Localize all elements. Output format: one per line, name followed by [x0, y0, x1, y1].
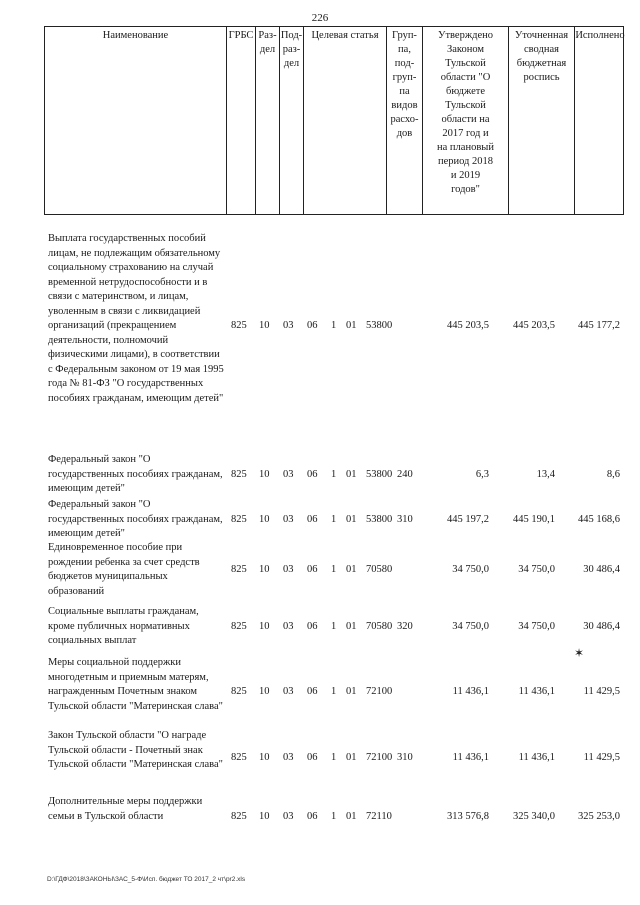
cell-cs2: 1 — [331, 320, 337, 331]
cell-utv: 11 436,1 — [452, 686, 489, 697]
cell-grbs: 825 — [231, 686, 247, 697]
cell-grbs: 825 — [231, 811, 247, 822]
cell-utv: 6,3 — [475, 469, 489, 480]
cell-cs4: 53800 — [366, 469, 393, 480]
cell-utoch: 34 750,0 — [518, 564, 555, 575]
cell-isp: 11 429,5 — [583, 686, 620, 697]
cell-cs4: 70580 — [366, 621, 393, 632]
cell-isp: 30 486,4 — [583, 621, 620, 632]
cell-cs3: 01 — [346, 469, 357, 480]
cell-utv: 34 750,0 — [452, 621, 489, 632]
row-name: Социальные выплаты гражданам, кроме публичных нормативных социальных выплат — [48, 606, 199, 646]
cell-razdel: 10 — [259, 811, 270, 822]
cell-isp: 445 168,6 — [578, 514, 620, 525]
cell-razdel: 10 — [259, 514, 270, 525]
cell-grbs: 825 — [231, 752, 247, 763]
cell-grbs: 825 — [231, 320, 247, 331]
page-number: 226 — [311, 12, 329, 24]
cell-utoch: 13,4 — [536, 469, 555, 480]
header-razdel: Раз- дел — [256, 27, 280, 214]
header-utverzhdeno: Утверждено Законом Тульской области "О бюджете Тульской области на 2017 год и на плановый период 2018 и 2019 годов" — [423, 27, 509, 214]
cell-cs1: 06 — [307, 686, 318, 697]
cell-utv: 34 750,0 — [452, 564, 489, 575]
cell-cs1: 06 — [307, 320, 318, 331]
cell-cs1: 06 — [307, 514, 318, 525]
cell-cs3: 01 — [346, 752, 357, 763]
cell-cs4: 53800 — [366, 514, 393, 525]
table-header — [44, 26, 624, 215]
row-name: Федеральный закон "О государственных пособиях гражданам, имеющим детей" — [48, 454, 223, 494]
cell-cs1: 06 — [307, 621, 318, 632]
cell-cs1: 06 — [307, 811, 318, 822]
cell-cs3: 01 — [346, 564, 357, 575]
cell-isp: 325 253,0 — [578, 811, 620, 822]
cell-cs2: 1 — [331, 621, 337, 632]
cell-razdel: 10 — [259, 621, 270, 632]
cell-isp: 445 177,2 — [578, 320, 620, 331]
cell-gruppa: 240 — [397, 469, 413, 480]
cell-cs3: 01 — [346, 686, 357, 697]
scan-mark: ✶ — [574, 646, 585, 660]
header-podrazdel: Под- раз- дел — [280, 27, 304, 214]
header-utochnennaya: Уточненная сводная бюджетная роспись — [509, 27, 575, 214]
cell-cs4: 70580 — [366, 564, 393, 575]
cell-cs2: 1 — [331, 686, 337, 697]
row-name: Единовременное пособие при рождении ребенка за счет средств бюджетов муниципальных образований — [48, 542, 200, 597]
cell-isp: 11 429,5 — [583, 752, 620, 763]
cell-cs1: 06 — [307, 752, 318, 763]
header-celevaya: Целевая статья — [304, 27, 387, 214]
cell-isp: 8,6 — [606, 469, 620, 480]
cell-cs1: 06 — [307, 564, 318, 575]
cell-cs3: 01 — [346, 621, 357, 632]
cell-utoch: 11 436,1 — [518, 752, 555, 763]
row-name: Дополнительные меры поддержки семьи в Тульской области — [48, 796, 203, 822]
header-grbs: ГРБС — [227, 27, 256, 214]
cell-cs4: 53800 — [366, 320, 393, 331]
cell-podrazdel: 03 — [283, 811, 294, 822]
row-name: Выплата государственных пособий лицам, не подлежащим обязательному социальному страхованию на случай временной нетрудоспособности и в связи с материнством, и лицам, уволенным в связи с ликвидацией организаций (прекращением деятельности, полномочий физическими лицами), в соответствии с Федеральным законом от 19 мая 1995 года № 81-ФЗ "О государственных пособиях гражданам, имеющим детей" — [48, 233, 224, 404]
cell-utv: 445 203,5 — [447, 320, 489, 331]
cell-utoch: 11 436,1 — [518, 686, 555, 697]
cell-utv: 445 197,2 — [447, 514, 489, 525]
cell-grbs: 825 — [231, 514, 247, 525]
row-name: Меры социальной поддержки многодетным и приемным матерям, награжденным Почетным знаком Тульской области "Материнская слава" — [48, 657, 223, 712]
cell-podrazdel: 03 — [283, 320, 294, 331]
cell-razdel: 10 — [259, 469, 270, 480]
file-path-footer: D:\ГДФ\2018\ЗАКОНЫ\ЗАС_5-Ф\Исп. бюджет ТО 2017_2 чт\pr2.xls — [47, 876, 246, 883]
header-ispolneno: Исполнено — [575, 30, 625, 41]
cell-gruppa: 320 — [397, 621, 413, 632]
cell-razdel: 10 — [259, 320, 270, 331]
cell-utv: 11 436,1 — [452, 752, 489, 763]
cell-cs2: 1 — [331, 514, 337, 525]
cell-grbs: 825 — [231, 564, 247, 575]
cell-cs3: 01 — [346, 514, 357, 525]
cell-cs2: 1 — [331, 752, 337, 763]
row-name: Закон Тульской области "О награде Тульской области - Почетный знак Тульской области "Материнская слава" — [48, 730, 223, 770]
header-gruppa: Груп- па, под- груп- па видов расхо- дов — [387, 27, 423, 214]
cell-cs4: 72110 — [366, 811, 392, 822]
cell-cs4: 72100 — [366, 752, 393, 763]
cell-utoch: 325 340,0 — [513, 811, 555, 822]
cell-podrazdel: 03 — [283, 514, 294, 525]
cell-utoch: 34 750,0 — [518, 621, 555, 632]
cell-grbs: 825 — [231, 469, 247, 480]
cell-gruppa: 310 — [397, 514, 413, 525]
header-name: Наименование — [45, 27, 227, 214]
cell-podrazdel: 03 — [283, 564, 294, 575]
cell-utv: 313 576,8 — [447, 811, 489, 822]
cell-cs4: 72100 — [366, 686, 393, 697]
cell-razdel: 10 — [259, 686, 270, 697]
cell-podrazdel: 03 — [283, 686, 294, 697]
cell-cs3: 01 — [346, 811, 357, 822]
cell-podrazdel: 03 — [283, 469, 294, 480]
cell-podrazdel: 03 — [283, 752, 294, 763]
cell-utoch: 445 190,1 — [513, 514, 555, 525]
cell-cs1: 06 — [307, 469, 318, 480]
cell-grbs: 825 — [231, 621, 247, 632]
cell-razdel: 10 — [259, 752, 270, 763]
row-name: Федеральный закон "О государственных пособиях гражданам, имеющим детей" — [48, 499, 223, 539]
cell-utoch: 445 203,5 — [513, 320, 555, 331]
cell-gruppa: 310 — [397, 752, 413, 763]
cell-cs2: 1 — [331, 811, 337, 822]
cell-isp: 30 486,4 — [583, 564, 620, 575]
cell-cs2: 1 — [331, 469, 337, 480]
cell-cs2: 1 — [331, 564, 337, 575]
cell-cs3: 01 — [346, 320, 357, 331]
cell-podrazdel: 03 — [283, 621, 294, 632]
cell-razdel: 10 — [259, 564, 270, 575]
